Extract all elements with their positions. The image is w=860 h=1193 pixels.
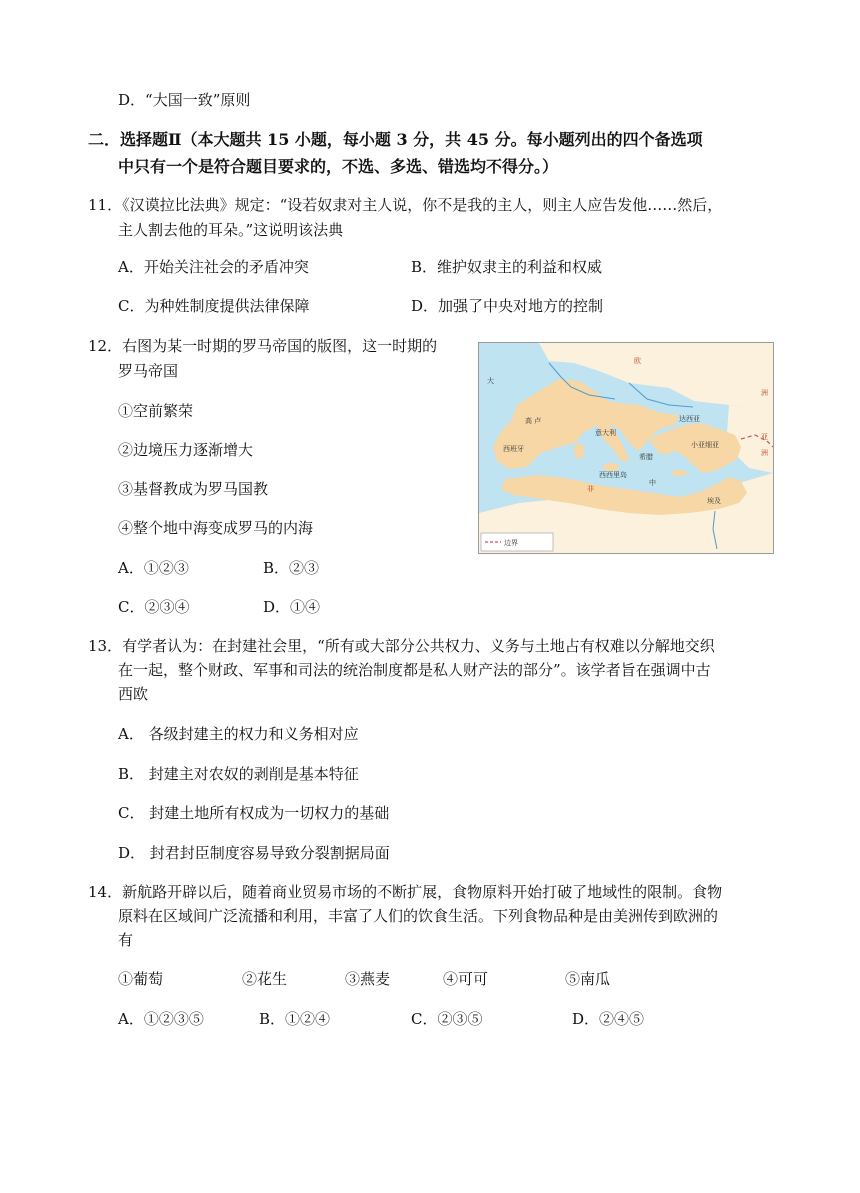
section-heading-line2: 中只有一个是符合题目要求的，不选、多选、错选均不得分。） (118, 157, 559, 176)
q11-option-c: C．为种姓制度提供法律保障 (118, 297, 310, 315)
map-label-legend: 边界 (504, 539, 518, 547)
q11-option-d: D．加强了中央对地方的控制 (411, 297, 604, 315)
q12-item-4: ④整个地中海变成罗马的内海 (118, 519, 314, 537)
q14-item-2: ②花生 (242, 970, 288, 988)
map-label-spain: 西班牙 (503, 445, 524, 453)
q14-stem-line2: 原料在区域间广泛流播和利用，丰富了人们的饮食生活。下列食物品种是由美洲传到欧洲的 (118, 907, 719, 925)
map-island-sardinia (574, 443, 584, 459)
q14-stem-line1: 14．新航路开辟以后，随着商业贸易市场的不断扩展，食物原料开始打破了地域性的限制。食物 (88, 883, 723, 901)
map-label-greece: 希腊 (639, 453, 653, 461)
map-label-gaul: 高 卢 (525, 417, 542, 425)
map-label-asia-minor: 小亚细亚 (691, 441, 719, 449)
map-label-egypt: 埃及 (707, 497, 721, 505)
map-label-sea-mid: 中 (649, 479, 656, 487)
map-label-asia2: 洲 (761, 449, 768, 457)
q10-option-d: D．“大国一致”原则 (118, 91, 251, 109)
map-island-crete (671, 470, 687, 476)
q14-stem-line3: 有 (118, 931, 134, 949)
q14-option-b: B．①②④ (259, 1010, 331, 1028)
section-heading-line1: 二．选择题Ⅱ（本大题共 15 小题，每小题 3 分，共 45 分。每小题列出的四个备选项 (88, 130, 703, 149)
map-label-italy: 意大利 (595, 429, 616, 437)
roman-empire-map (478, 342, 774, 554)
q13-option-c: C． 封建土地所有权成为一切权力的基础 (118, 804, 390, 822)
q14-option-c: C．②③⑤ (411, 1010, 483, 1028)
q12-item-2: ②边境压力逐渐增大 (118, 441, 254, 459)
q14-item-1: ①葡萄 (118, 970, 164, 988)
q12-item-1: ①空前繁荣 (118, 402, 194, 420)
q13-option-b: B． 封建主对农奴的剥削是基本特征 (118, 765, 359, 783)
q14-option-a: A．①②③⑤ (118, 1010, 204, 1028)
map-label-sicily: 西西里岛 (599, 471, 627, 479)
q14-item-3: ③燕麦 (345, 970, 391, 988)
q11-stem-line1: 11．《汉谟拉比法典》规定：“设若奴隶对主人说，你不是我的主人，则主人应告发他……然后， (88, 196, 723, 214)
q11-option-a: A．开始关注社会的矛盾冲突 (118, 258, 309, 276)
q12-option-a: A．①②③ (118, 559, 189, 577)
q12-item-3: ③基督教成为罗马国教 (118, 480, 269, 498)
map-label-africa: 非 (587, 485, 594, 493)
map-label-asia: 亚 (761, 433, 768, 441)
q11-stem-line2: 主人割去他的耳朵。”这说明该法典 (118, 221, 344, 239)
q12-option-c: C．②③④ (118, 598, 190, 616)
q12-option-b: B．②③ (263, 559, 320, 577)
q14-option-d: D．②④⑤ (572, 1010, 645, 1028)
map-label-atlantic: 大 (487, 377, 494, 385)
q13-stem-line1: 13．有学者认为：在封建社会里，“所有或大部分公共权力、义务与土地占有权难以分解地交织 (88, 637, 715, 655)
map-label-europe: 欧 (634, 357, 641, 365)
q12-stem-line2: 罗马帝国 (118, 362, 179, 380)
q12-stem-line1: 12．右图为某一时期的罗马帝国的版图，这一时期的 (88, 337, 438, 355)
q13-stem-line2: 在一起，整个财政、军事和司法的统治制度都是私人财产法的部分”。该学者旨在强调中古 (118, 661, 711, 679)
map-label-europe2: 洲 (761, 389, 768, 397)
q13-stem-line3: 西欧 (118, 685, 149, 703)
q12-option-d: D．①④ (263, 598, 321, 616)
q13-option-d: D． 封君封臣制度容易导致分裂割据局面 (118, 844, 390, 862)
q14-item-4: ④可可 (443, 970, 489, 988)
map-island-sicily (603, 463, 619, 471)
roman-empire-map-figure (479, 343, 773, 553)
q11-option-b: B．维护奴隶主的利益和权威 (411, 258, 603, 276)
q14-item-5: ⑤南瓜 (565, 970, 611, 988)
map-label-dacia: 达西亚 (679, 415, 700, 423)
q13-option-a: A． 各级封建主的权力和义务相对应 (118, 725, 359, 743)
